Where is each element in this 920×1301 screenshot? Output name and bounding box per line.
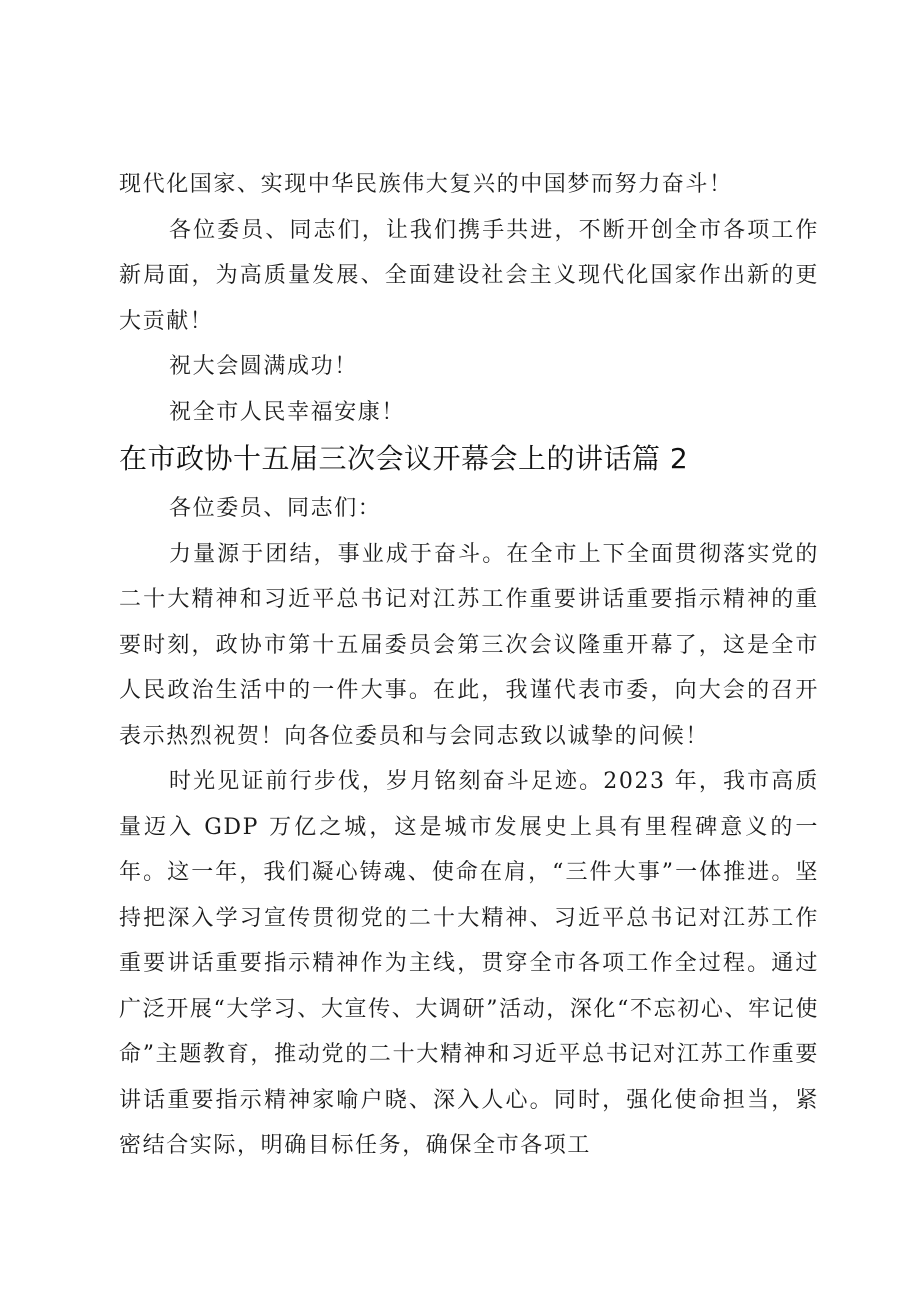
continuation-text: 现代化国家、实现中华民族伟大复兴的中国梦而努力奋斗！ <box>119 172 733 197</box>
wish-line-1: 祝大会圆满成功！ <box>169 354 358 379</box>
document-body <box>119 162 819 1169</box>
closing-paragraph: 各位委员、同志们，让我们携手共进，不断开创全市各项工作新局面，为高质量发展、全面建设社会主义现代化国家作出新的更大贡献！ <box>119 217 819 334</box>
wish-line-2: 祝全市人民幸福安康！ <box>169 399 406 425</box>
body-paragraph-2: 时光见证前行步伐，岁月铭刻奋斗足迹。2023 年，我市高质量迈入 GDP 万亿之城，这是城市发展史上具有里程碑意义的一年。这一年，我们凝心铸魂、使命在肩，“三件大事”一体推进。坚持把深入学习宣传贯彻党的二十大精神、习近平总书记对江苏工作重要讲话重要指示精神作为主线，贯穿全市各项工作全过程。通过广泛开展“大学习、大宣传、大调研”活动，深化“不忘初心、牢记使命”主题教育，推动党的二十大精神和习近平总书记对江苏工作重要讲话重要指示精神家喻户晓、深入人心。同时，强化使命担当，紧密结合实际，明确目标任务，确保全市各项工 <box>119 769 819 1158</box>
salutation: 各位委员、同志们： <box>169 496 382 521</box>
body-paragraph-1: 力量源于团结，事业成于奋斗。在全市上下全面贯彻落实党的二十大精神和习近平总书记对江苏工作重要讲话重要指示精神的重要时刻，政协市第十五届委员会第三次会议隆重开幕了，这是全市人民政治生活中的一件大事。在此，我谨代表市委，向大会的召开表示热烈祝贺！向各位委员和与会同志致以诚挚的问候！ <box>119 541 819 749</box>
section-title: 在市政协十五届三次会议开幕会上的讲话篇 2 <box>119 442 689 475</box>
